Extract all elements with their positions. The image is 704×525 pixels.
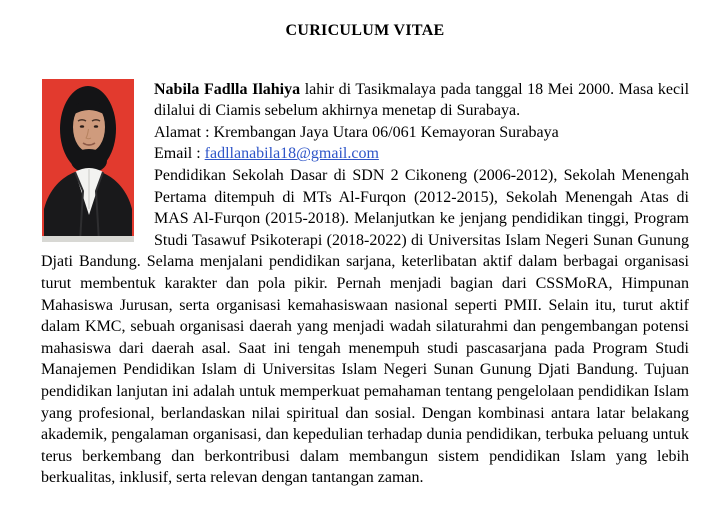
bio-intro: lahir di Tasikmalaya pada tanggal 18 Mei 2000. Masa kecil dilalui di Ciamis sebelum akhirnya menetap di Surabaya. [154, 80, 690, 120]
cv-document [0, 20, 704, 525]
email-link[interactable]: fadllanabila18@gmail.com [204, 145, 379, 163]
bio-body: Pendidikan Sekolah Dasar di SDN 2 Cikoneng (2006-2012), Sekolah Menengah Pertama ditempuh di MTs Al-Furqon (2012-2015), Sekolah Menengah Atas di MAS Al-Furqon (2015-2018). Melanjutkan ke jenjang pendidikan tinggi, Program Studi Tasawuf Psikoterapi (2018-2022) di Universitas Islam Negeri Sunan Gunung Djati Bandung. Selama menjalani pendidikan sarjana, keterlibatan aktif dalam berbagai organisasi turut membentuk karakter dan pola pikir. Pernah menjadi bagian dari CSSMoRA, Himpunan Mahasiswa Jurusan, serta organisasi kemahasiswaan nasional seperti PMII. Selain itu, turut aktif dalam KMC, sebuah organisasi daerah yang menjadi wadah silaturahmi dan pengembangan potensi mahasiswa dari daerah asal. Saat ini tengah menempuh studi pascasarjana pada Program Studi Manajemen Pendidikan Islam di Universitas Islam Negeri Sunan Gunung Djati Bandung. Tujuan pendidikan lanjutan ini adalah untuk memperkuat pemahaman tentang pengelolaan pendidikan Islam yang profesional, berlandaskan nilai spiritual dan sosial. Dengan kombinasi antara latar belakang akademik, pengalaman organisasi, dan kepedulian terhadap dunia pendidikan, terbuka peluang untuk terus berkembang dan berkontribusi dalam membangun sistem pendidikan Islam yang lebih berkualitas, inklusif, serta relevan dengan tantangan zaman. [41, 166, 689, 487]
document-title: CURICULUM VITAE [285, 22, 445, 39]
profile-photo-image [42, 79, 134, 242]
email-label: Email : [154, 145, 201, 163]
address-line: Alamat : Krembangan Jaya Utara 06/061 Kemayoran Surabaya [154, 123, 559, 141]
person-name: Nabila Fadlla Ilahiya [154, 80, 301, 98]
profile-photo [42, 79, 134, 242]
cv-paragraph [41, 79, 689, 489]
